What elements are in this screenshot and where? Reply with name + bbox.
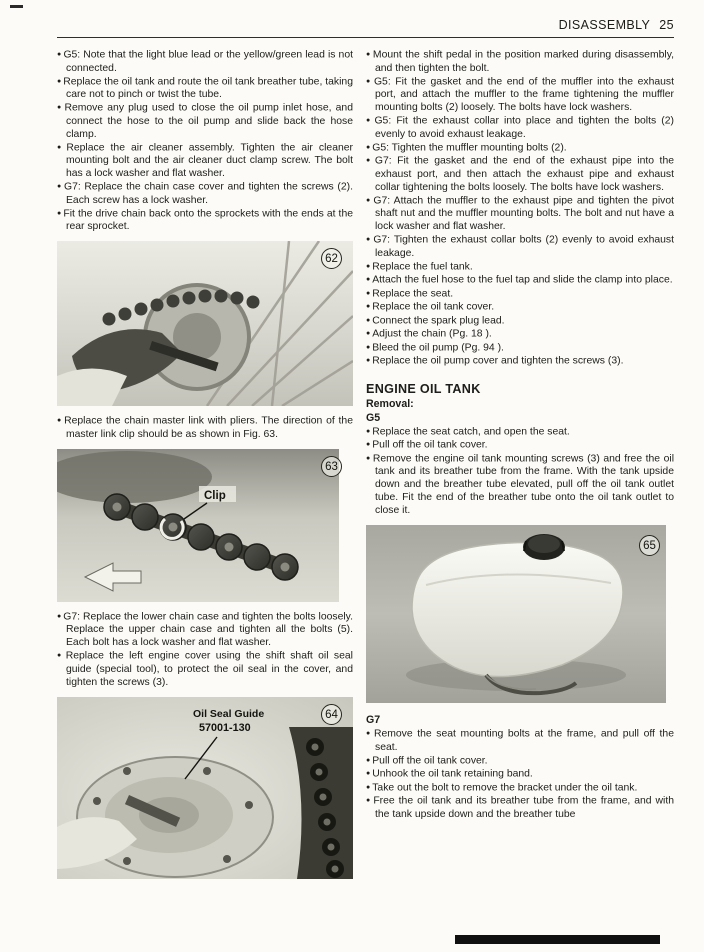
instruction-item: ● G5: Tighten the muffler mounting bolts (2).: [366, 141, 674, 155]
instruction-item: ● Take out the bolt to remove the bracket under the oil tank.: [366, 781, 674, 795]
instruction-item: ● Connect the spark plug lead.: [366, 314, 674, 328]
figure-62: [57, 241, 353, 406]
instruction-item: ● Remove any plug used to close the oil pump inlet hose, and connect the hose to the oil pump and slide back the hose clamp.: [57, 101, 353, 141]
g5-instruction-list: [366, 425, 674, 518]
figure-65-number-badge: 65: [639, 535, 660, 556]
instruction-item: ● G5: Note that the light blue lead or the yellow/green lead is not connected.: [57, 48, 353, 75]
instruction-item: ● Pull off the oil tank cover.: [366, 438, 674, 452]
figure-63: [57, 449, 353, 602]
instruction-item: ● Adjust the chain (Pg. 18 ).: [366, 327, 674, 341]
instruction-item: ● Unhook the oil tank retaining band.: [366, 767, 674, 781]
g7-instruction-list: [366, 727, 674, 821]
left-lower-instruction-list: [57, 610, 353, 689]
oil-seal-guide-label: Oil Seal Guide: [193, 707, 265, 720]
instruction-item: ● Fit the drive chain back onto the sprockets with the ends at the rear sprocket.: [57, 207, 353, 234]
instruction-item: ● Mount the shift pedal in the position marked during disassembly, and then tighten the bolt.: [366, 48, 674, 75]
two-column-layout: [57, 48, 674, 887]
figure-63-photo: [57, 449, 339, 602]
instruction-item: ● G7: Tighten the exhaust collar bolts (2) evenly to avoid exhaust leakage.: [366, 233, 674, 260]
instruction-item: ● Replace the seat catch, and open the seat.: [366, 425, 674, 439]
instruction-item: ● Replace the seat.: [366, 287, 674, 301]
instruction-item: ● Replace the left engine cover using the shift shaft oil seal guide (special tool), to protect the oil seal in the cover, and tighten the screws (3).: [57, 649, 353, 689]
instruction-item: ● Remove the engine oil tank mounting screws (3) and free the oil tank and its breather tube from the frame. With the tank upside down and the breather tube elevated, pull off the oil tank outlet tube. Fit the end of the breather tube onto the oil tank outlet to close it.: [366, 452, 674, 518]
instruction-item: ● G5: Fit the exhaust collar into place and tighten the bolts (2) evenly to avoid exhaust leakage.: [366, 114, 674, 141]
instruction-item: ● G7: Replace the lower chain case and tighten the bolts loosely. Replace the upper chain case and tighten all the bolts (5). Each bolt has a lock washer and flat washer.: [57, 610, 353, 650]
clip-label: Clip: [204, 489, 226, 502]
instruction-item: ● G7: Replace the chain case cover and tighten the screws (2). Each screw has a lock washer.: [57, 180, 353, 207]
scan-artifact-top: [10, 5, 23, 8]
figure-65-photo: [366, 525, 666, 703]
instruction-item: ● Attach the fuel hose to the fuel tap and slide the clamp into place.: [366, 273, 674, 287]
instruction-item: ● Replace the oil pump cover and tighten the screws (3).: [366, 354, 674, 368]
master-link-instruction: [57, 414, 353, 441]
figure-62-number-badge: 62: [321, 248, 342, 269]
instruction-item: ● Bleed the oil pump (Pg. 94 ).: [366, 341, 674, 355]
g7-label: G7: [366, 714, 381, 726]
right-instruction-list: [366, 48, 674, 368]
section-heading-engine-oil-tank: ENGINE OIL TANK: [366, 381, 481, 396]
instruction-item: ● G7: Fit the gasket and the end of the exhaust pipe into the exhaust port, and then attach the exhaust pipe and exhaust collar tightening the bolts loosely. The bolts have lock washers.: [366, 154, 674, 194]
instruction-item: ● Replace the air cleaner assembly. Tighten the air cleaner mounting bolt and the air cleaner duct clamp screw. The bolt has a lock washer and flat washer.: [57, 141, 353, 181]
instruction-item: ● G7: Attach the muffler to the exhaust pipe and tighten the pivot shaft nut and the muffler mounting bolts. The bolt and nut have a lock washer and flat washer.: [366, 194, 674, 234]
removal-label: Removal:: [366, 397, 414, 410]
instruction-item: ● Replace the fuel tank.: [366, 260, 674, 274]
left-column: [57, 48, 353, 887]
page-header: [57, 18, 674, 38]
instruction-item: ● Replace the oil tank cover.: [366, 300, 674, 314]
figure-62-photo: [57, 241, 353, 406]
page-number: 25: [659, 18, 674, 32]
scan-artifact-bar: [455, 935, 660, 944]
instruction-item: ● Replace the chain master link with pliers. The direction of the master link clip should be as shown in Fig. 63.: [57, 414, 353, 441]
instruction-item: ● Free the oil tank and its breather tube from the frame, and with the tank upside down and the breather tube: [366, 794, 674, 821]
figure-63-number-badge: 63: [321, 456, 342, 477]
figure-65: [366, 525, 674, 703]
page-title: DISASSEMBLY: [558, 18, 651, 32]
right-column: [366, 48, 674, 887]
figure-64-photo: [57, 697, 353, 879]
instruction-item: ● Replace the oil tank and route the oil tank breather tube, taking care not to pinch or twist the tube.: [57, 75, 353, 102]
figure-64: [57, 697, 353, 879]
g5-label: G5: [366, 411, 381, 424]
instruction-item: ● G5: Fit the gasket and the end of the muffler into the exhaust port, and attach the muffler to the frame tightening the muffler mounting bolts (2) loosely. The bolts have lock washers.: [366, 75, 674, 115]
figure-64-number-badge: 64: [321, 704, 342, 725]
left-instruction-list: [57, 48, 353, 233]
instruction-item: ● Pull off the oil tank cover.: [366, 754, 674, 768]
tool-part-number-label: 57001-130: [199, 721, 251, 734]
instruction-item: ● Remove the seat mounting bolts at the frame, and pull off the seat.: [366, 727, 674, 754]
